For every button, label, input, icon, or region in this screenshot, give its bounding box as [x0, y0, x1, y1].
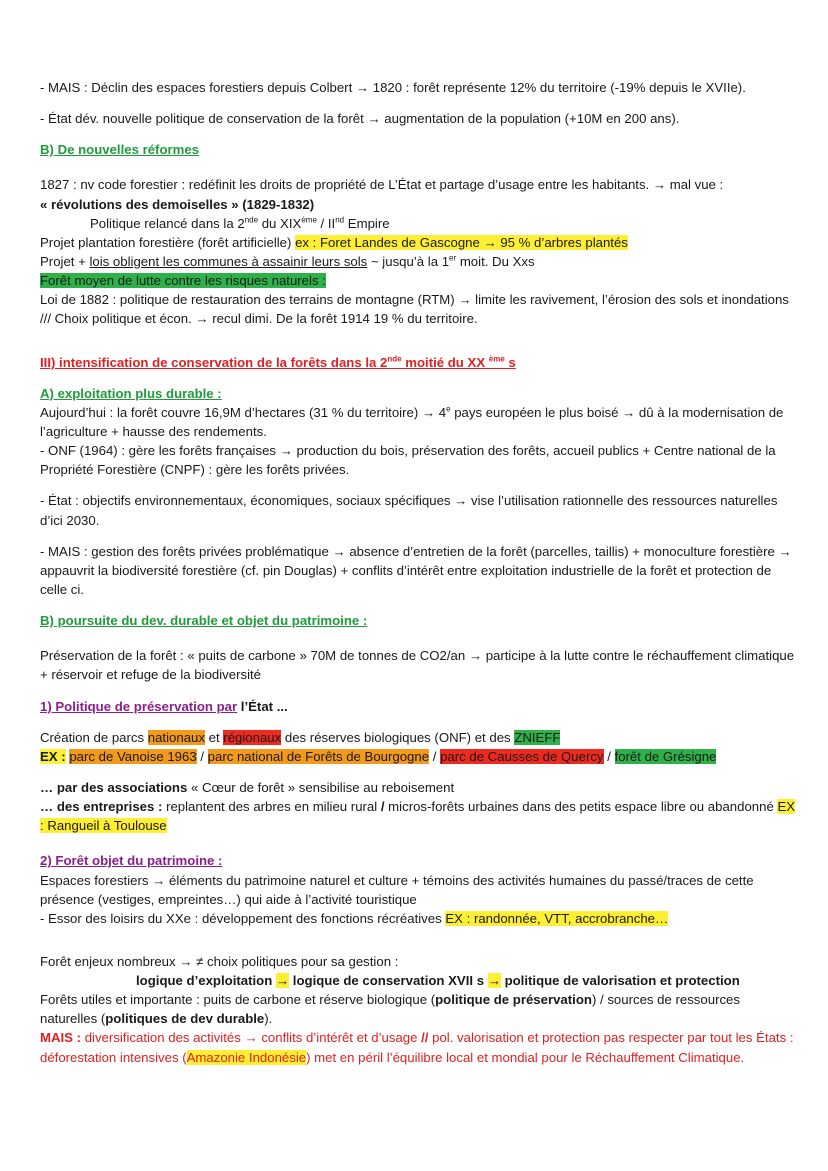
line-revolutions: « révolutions des demoiselles » (1829-1832) [40, 196, 315, 212]
line-logiques: logique d’exploitation → logique de conservation XVII s → politique de valorisation et protection [136, 973, 740, 989]
document-page [40, 78, 800, 1067]
line-associations: … par des associations « Cœur de forêt » sensibilise au reboisement [40, 779, 455, 795]
line-creation-parcs: Création de parcs nationaux et régionaux des réserves biologiques (ONF) et des ZNIEFF [40, 729, 561, 745]
line-espaces-forestiers: Espaces forestiers → éléments du patrimoine naturel et culture + témoins des activités humaines du passé/traces de cette présence (vestiges, empreintes…) qui aide à l’activité touristique [40, 872, 754, 907]
heading-exploitation-durable: A) exploitation plus durable : [40, 385, 222, 401]
line-politique-relance: Politique relancé dans la 2nde du XIXème / IInd Empire [90, 215, 390, 231]
line-etat-objectifs: - État : objectifs environnementaux, économiques, sociaux spécifiques → vise l’utilisation rationnelle des ressources naturelles d’ici 2030. [40, 493, 778, 528]
heading-nouvelles-reformes: B) De nouvelles réformes [40, 142, 200, 158]
line-projet-lois: Projet + lois obligent les communes à assainir leurs sols ~ jusqu’à la 1er moit. Du Xxs [40, 253, 535, 269]
heading-objet-patrimoine: 2) Forêt objet du patrimoine : [40, 853, 223, 869]
line-forets-utiles: Forêts utiles et importante : puits de carbone et réserve biologique (politique de préservation) / sources de ressources naturelles (politiques de dev durable). [40, 992, 740, 1027]
line-ex-parcs: EX : parc de Vanoise 1963 / parc national de Forêts de Bourgogne / parc de Causses de Quercy / forêt de Grésigne [40, 748, 717, 764]
line-risques-naturels [40, 271, 800, 290]
line-mais-diversification: MAIS : diversification des activités → conflits d’intérêt et d’usage // pol. valorisation et protection pas respecter par tout les États : déforestation intensives (Amazonie Indonésie) met en péril l’équilibre local et mondial pour le Réchauffement Climatique. [40, 1030, 794, 1065]
heading-poursuite-dev: B) poursuite du dev. durable et objet du patrimoine : [40, 613, 368, 629]
line-preservation: Préservation de la forêt : « puits de carbone » 70M de tonnes de CO2/an → participe à la lutte contre le réchauffement climatique + réservoir et refuge de la biodiversité [40, 648, 795, 683]
line-aujourdhui: Aujourd’hui : la forêt couvre 16,9M d’hectares (31 % du territoire) → $4^e$ pays européen le plus boisé → dû à la modernisation de l’agriculture + hausse des rendements. [40, 404, 784, 439]
line-projet-plantation: Projet plantation forestière (forêt artificielle) ex : Foret Landes de Gascogne → 95 % d’arbres plantés [40, 234, 628, 250]
line-1827: 1827 : nv code forestier : redéfinit les droits de propriété de L’État et partage d’usage entre les habitants. → mal vue : [40, 177, 724, 193]
line-mais-gestion: - MAIS : gestion des forêts privées problématique → absence d’entretien de la forêt (parcelles, taillis) + monoculture forestière → appauvrit la biodiversité forestière (cf. pin Douglas) + conflits d’intérêt entre exploitation industrielle de la forêt et protection de celle ci. [40, 543, 792, 597]
line-enjeux: Forêt enjeux nombreux → ≠ choix politiques pour sa gestion : [40, 953, 399, 969]
line-essor-loisirs: - Essor des loisirs du XXe : développement des fonctions récréatives EX : randonnée, VTT, accrobranche… [40, 910, 669, 926]
line-loi-1882: Loi de 1882 : politique de restauration des terrains de montagne (RTM) → limite les ravivement, l’érosion des sols et inondations /// Choix politique et écon. → recul dimi. De la forêt 1914 19 % du territoire. [40, 292, 789, 327]
line-entreprises: … des entreprises : replantent des arbres en milieu rural / micros-forêts urbaines dans des petits espace libre ou abandonné EX : Rangueil à Toulouse [40, 799, 796, 834]
line-onf: - ONF (1964) : gère les forêts françaises → production du bois, préservation des forêts, accueil publics + Centre national de la Propriété Forestière (CNPF) : gère les forêts privées. [40, 443, 776, 478]
line-etat-dev: - État dév. nouvelle politique de conservation de la forêt → augmentation de la population (+10M en 200 ans). [40, 111, 680, 127]
line-mais-declin: - MAIS : Déclin des espaces forestiers depuis Colbert → 1820 : forêt représente 12% du territoire (-19% depuis le XVIIe). [40, 80, 746, 95]
highlight-landes: ex : Foret Landes de Gascogne → 95 % d’arbres plantés [295, 234, 628, 250]
highlight-risques: Forêt moyen de lutte contre les risques naturels : [40, 273, 326, 289]
heading-intensification: III) intensification de conservation de la forêts dans la 2nde moitié du XX $^{ème}$ s [40, 354, 516, 370]
heading-politique-preservation: 1) Politique de préservation par l’État ... [40, 698, 288, 714]
